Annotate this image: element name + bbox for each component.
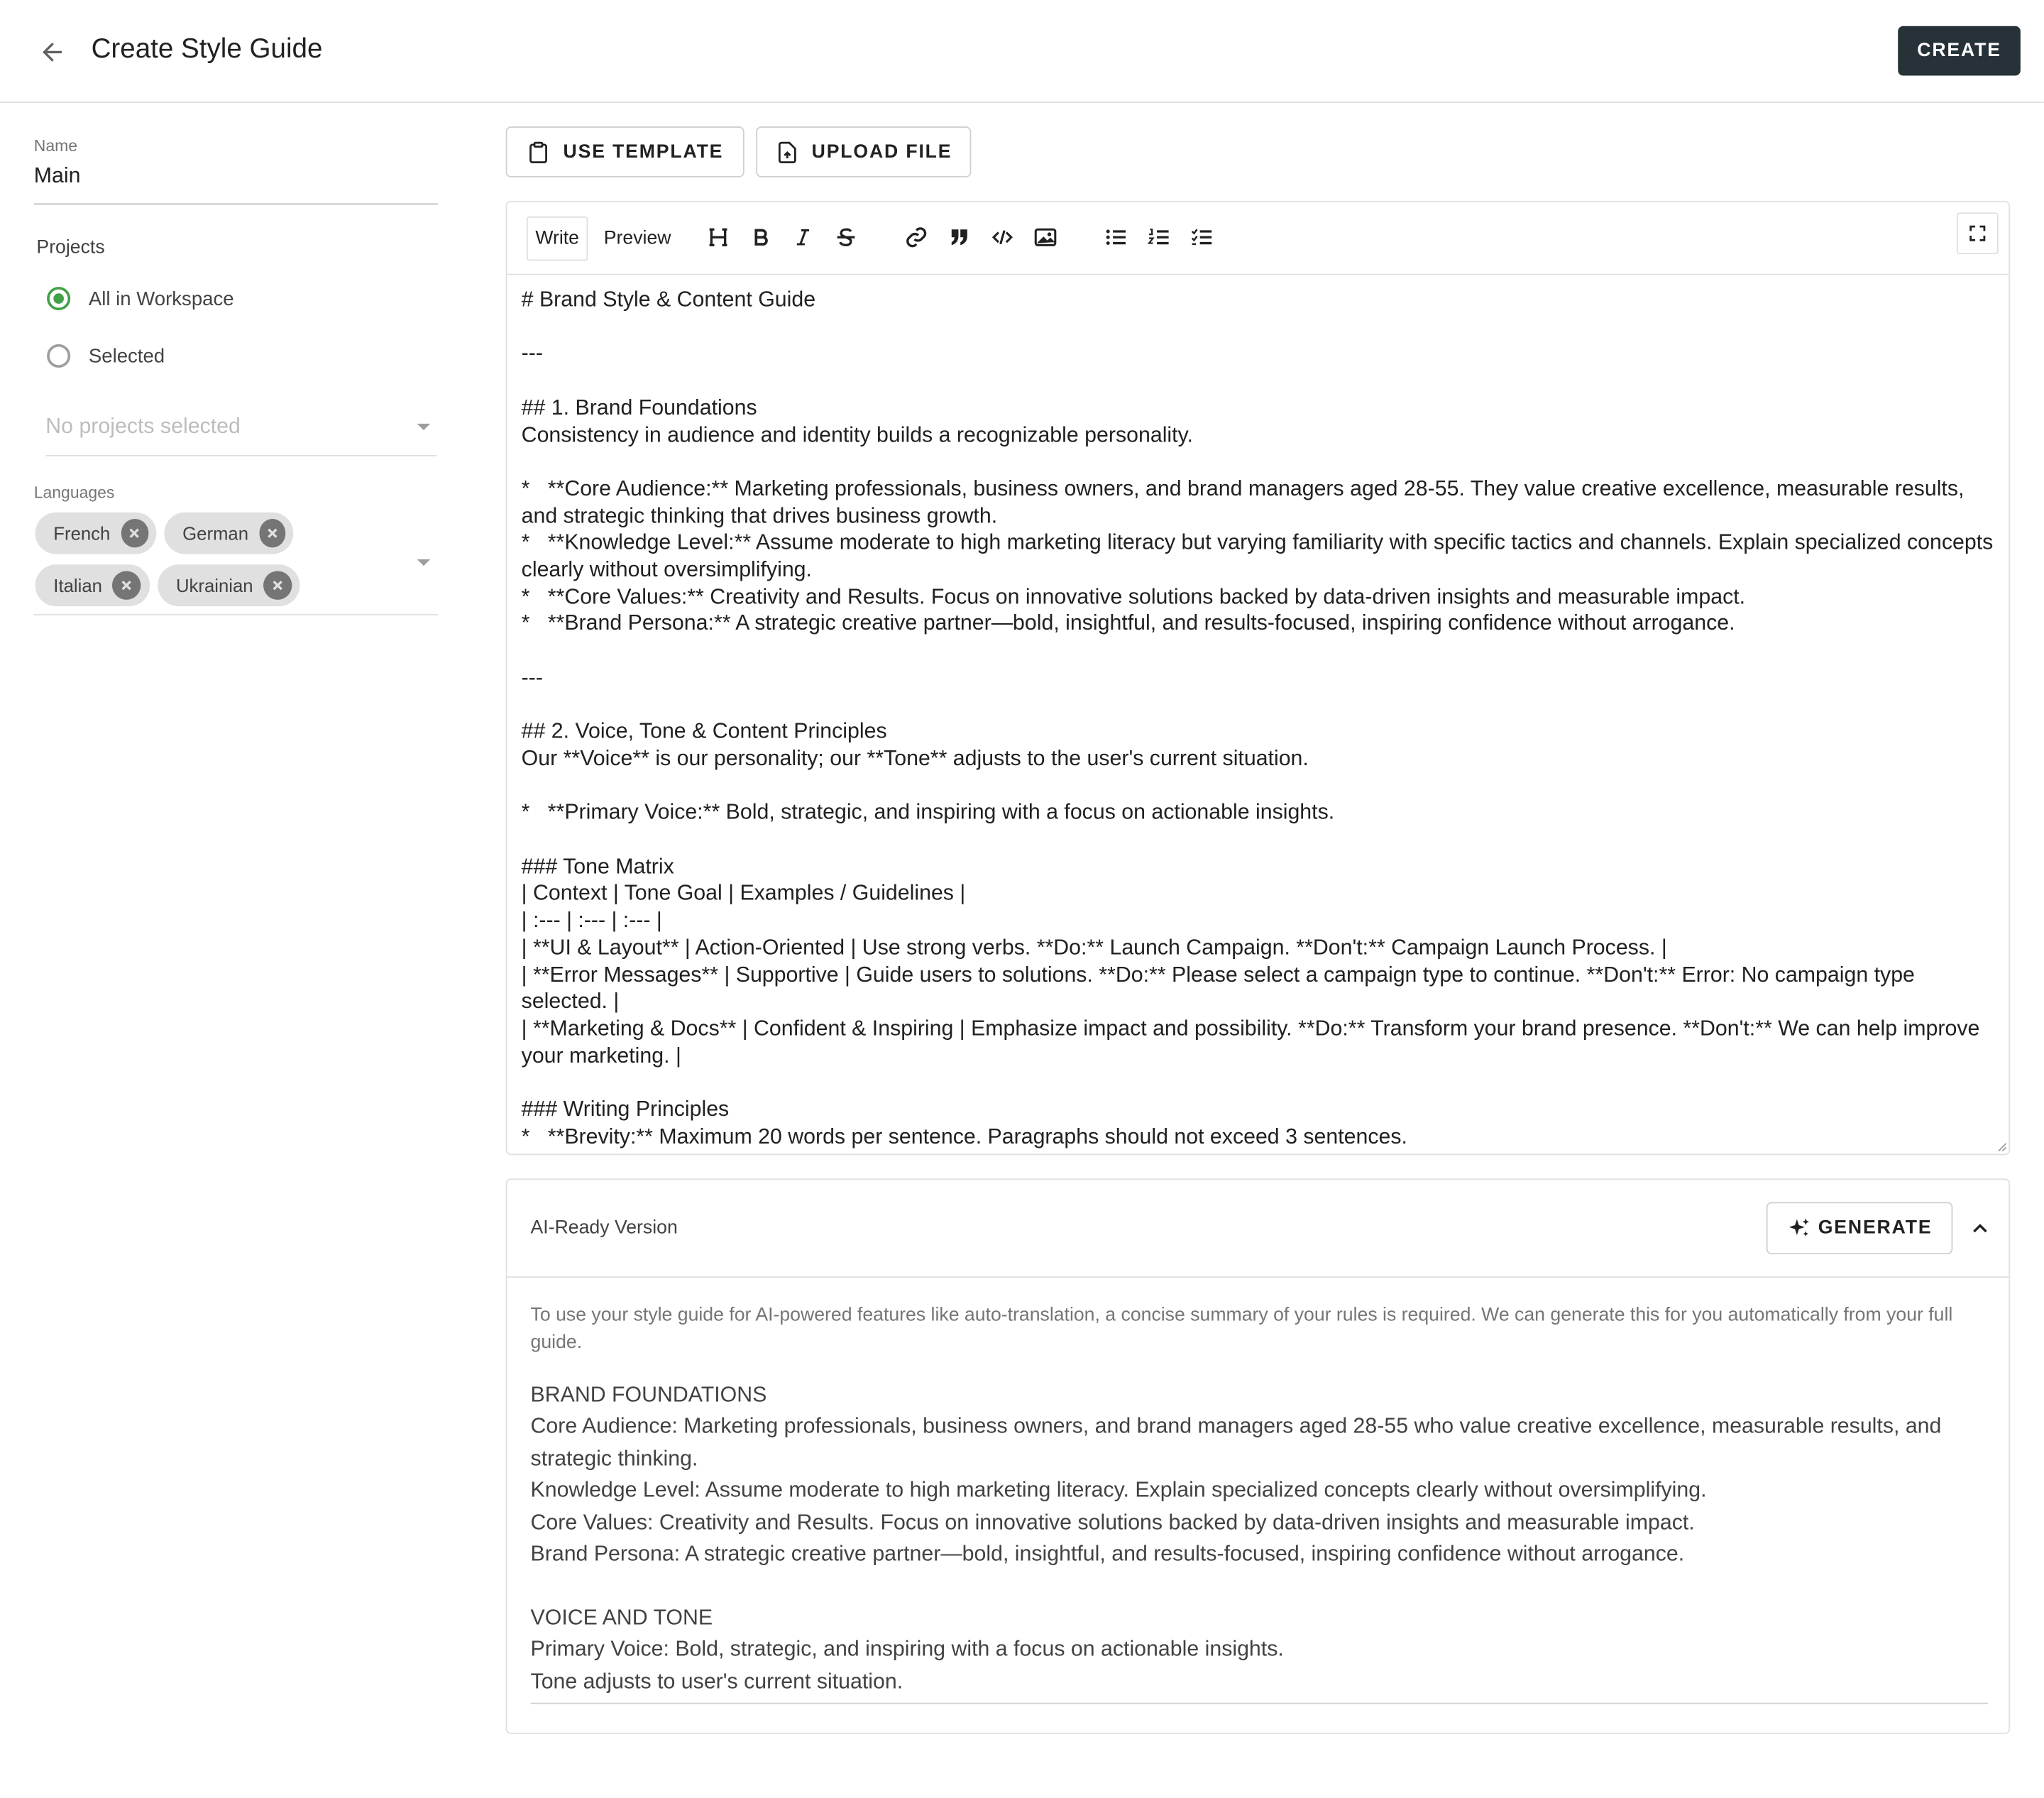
radio-all-label: All in Workspace <box>88 287 234 310</box>
language-chip-ukrainian <box>158 564 300 606</box>
languages-underline <box>34 614 438 615</box>
arrow-left-icon <box>38 38 66 66</box>
name-input[interactable]: Main <box>33 164 81 188</box>
task-list-icon[interactable] <box>1187 223 1216 251</box>
radio-selected[interactable] <box>47 344 165 368</box>
chip-remove-icon[interactable] <box>113 571 141 599</box>
projects-placeholder: No projects selected <box>45 415 241 439</box>
radio-all-in-workspace[interactable] <box>47 287 233 310</box>
file-upload-icon <box>775 140 798 163</box>
collapse-button[interactable] <box>1965 1212 1996 1244</box>
chip-label: German <box>182 522 249 544</box>
radio-button-checked[interactable] <box>47 287 70 310</box>
ai-description: To use your style guide for AI-powered features like auto-translation, a concise summary of your rules is required. We can generate this for you automatically from your full guide. <box>530 1305 1953 1354</box>
editor-textarea[interactable]: # Brand Style & Content Guide --- ## 1. Brand Foundations Consistency in audience and identity builds a recognizable personality. * **Core Audience:** Marketing professionals, business owners, and brand managers aged 28-55. They value creative excellence, measurable results, and strategic thinking that drives business growth. * **Knowledge Level:** Assume moderate to high marketing literacy but varying familiarity with specific tactics and channels. Explain specialized concepts clearly without oversimplifying. * **Core Values:** Creativity and Results. Focus on innovative solutions backed by data-driven insights and measurable impact. * **Brand Persona:** A strategic creative partner—bold, insightful, and results-focused, inspiring confidence without arrogance. --- ## 2. Voice, Tone & Content Principles Our **Voice** is our personality; our **Tone** adjusts to the user's current situation. * **Primary Voice:** Bold, strategic, and inspiring with a focus on actionable insights. ### Tone Matrix | Context | Tone Goal | Examples / Guidelines | | :--- | :--- | :--- | | **UI & Layout** | Action-Oriented | Use strong verbs. **Do:** Launch Campaign. **Don't:** Campaign Launch Process. | | **Error Messages** | Supportive | Guide users to solutions. **Do:** Please select a campaign type to continue. **Don't:** Error: No campaign type selected. | | **Marketing & Docs** | Confident & Inspiring | Emphasize impact and possibility. **Do:** Transform your brand presence. **Don't:** We can help improve your marketing. | ### Writing Principles * **Brevity:** Maximum 20 words per sentence. Paragraphs should not exceed 3 sentences. <box>521 287 1994 1149</box>
create-button[interactable]: CREATE <box>1898 26 2021 76</box>
ai-panel-title: AI-Ready Version <box>530 1217 678 1239</box>
chip-label: French <box>53 522 111 544</box>
resize-handle-icon[interactable] <box>1996 1141 2006 1151</box>
code-icon[interactable] <box>988 223 1016 251</box>
dropdown-caret-icon <box>417 424 430 430</box>
language-chip-italian <box>35 564 150 606</box>
chip-label: Ukrainian <box>175 574 253 596</box>
bulleted-list-icon[interactable] <box>1101 223 1130 251</box>
radio-selected-label: Selected <box>88 344 165 368</box>
chip-remove-icon[interactable] <box>121 519 148 547</box>
clipboard-icon <box>527 140 550 163</box>
editor-toolbar <box>507 202 2009 275</box>
projects-label: Projects <box>36 237 105 258</box>
chip-remove-icon[interactable] <box>263 571 292 599</box>
language-chip-french <box>35 512 157 554</box>
use-template-label: USE TEMPLATE <box>563 141 724 163</box>
language-chip-german <box>164 512 293 554</box>
page-title: Create Style Guide <box>91 33 323 64</box>
upload-file-label: UPLOAD FILE <box>811 141 952 163</box>
upload-file-button[interactable] <box>756 126 971 177</box>
ai-ready-panel <box>506 1178 2011 1733</box>
languages-label: Languages <box>33 483 115 503</box>
markdown-editor <box>506 201 2011 1155</box>
languages-dropdown-caret-icon[interactable] <box>417 559 430 566</box>
fullscreen-icon <box>1968 224 1987 243</box>
italic-icon[interactable] <box>789 223 817 251</box>
tab-preview[interactable]: Preview <box>603 228 671 249</box>
app-header <box>0 0 2044 103</box>
radio-button-unchecked[interactable] <box>47 344 70 368</box>
image-icon[interactable] <box>1031 223 1060 251</box>
ai-summary-underline <box>531 1703 1988 1704</box>
chevron-up-icon <box>1969 1217 1990 1238</box>
chip-label: Italian <box>53 574 102 596</box>
back-button[interactable] <box>31 31 73 73</box>
projects-select[interactable] <box>45 410 436 456</box>
tab-write[interactable]: Write <box>527 216 588 261</box>
sparkle-icon <box>1787 1217 1811 1240</box>
ai-summary-textarea[interactable]: BRAND FOUNDATIONS Core Audience: Marketing professionals, business owners, and brand managers aged 28-55 who value creative excellence, measurable results, and strategic thinking. Knowledge Level: Assume moderate to high marketing literacy. Explain specialized concepts clearly without oversimplifying. Core Values: Creativity and Results. Focus on innovative solutions backed by data-driven insights and measurable impact. Brand Persona: A strategic creative partner—bold, insightful, and results-focused, inspiring confidence without arrogance. VOICE AND TONE Primary Voice: Bold, strategic, and inspiring with a focus on actionable insights. Tone adjusts to user's current situation. <box>530 1383 1942 1694</box>
use-template-button[interactable] <box>506 126 744 177</box>
numbered-list-icon[interactable] <box>1145 223 1173 251</box>
bold-icon[interactable] <box>747 223 775 251</box>
chip-remove-icon[interactable] <box>259 519 286 547</box>
generate-label: GENERATE <box>1818 1217 1933 1239</box>
heading-icon[interactable] <box>704 223 732 251</box>
generate-button[interactable] <box>1766 1202 1953 1254</box>
fullscreen-button[interactable] <box>1957 212 1999 254</box>
quote-icon[interactable] <box>945 223 974 251</box>
name-underline <box>34 204 438 205</box>
strikethrough-icon[interactable] <box>832 223 860 251</box>
link-icon[interactable] <box>902 223 930 251</box>
ai-panel-header <box>507 1180 2009 1278</box>
name-label: Name <box>33 136 77 155</box>
